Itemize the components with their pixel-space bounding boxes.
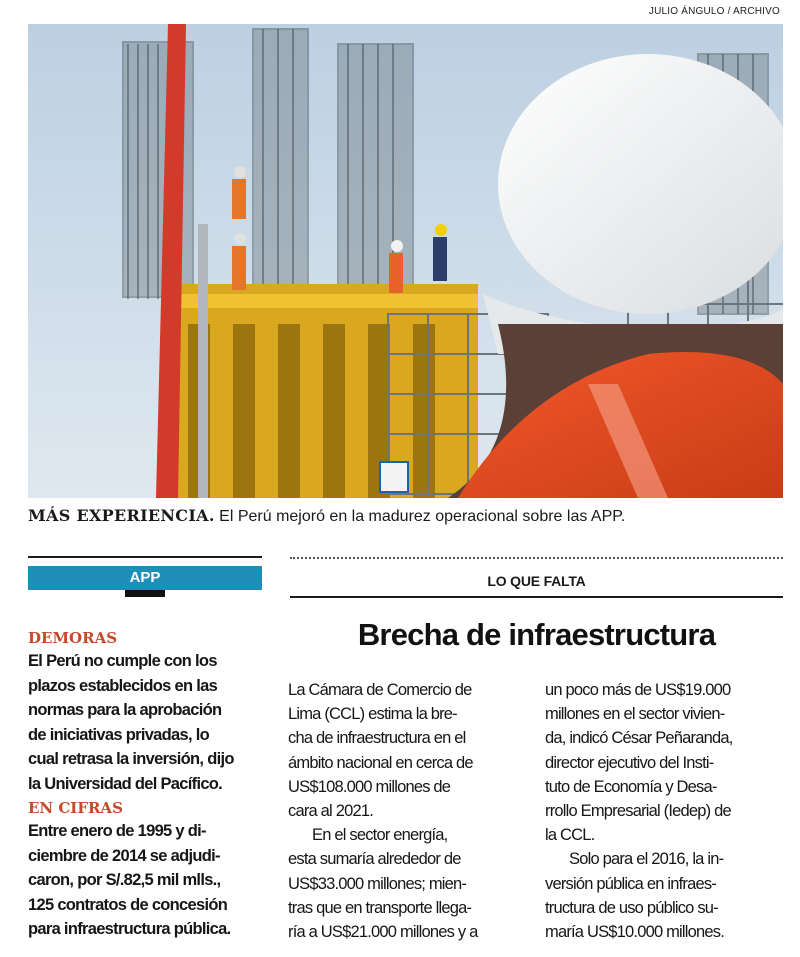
article-top-dotted-rule — [290, 557, 783, 559]
article-headline: Brecha de infraestructura — [357, 617, 716, 652]
article-line: ámbito nacional en cerca de — [288, 753, 473, 772]
sidebar-heading-en-cifras: EN CIFRAS — [28, 799, 123, 817]
article-line: da, indicó César Peñaranda, — [545, 729, 733, 748]
sidebar-top-rule — [28, 556, 262, 558]
article-line: Solo para el 2016, la in- — [569, 850, 724, 869]
article-line: la CCL. — [545, 826, 595, 845]
article-line: tras que en transporte llega- — [288, 898, 472, 917]
sidebar-line: cual retrasa la inversión, dijo — [28, 750, 234, 768]
article-line: millones en el sector vivien- — [545, 705, 725, 724]
article-line: un poco más de US$19.000 — [545, 681, 731, 699]
article-column-1 — [288, 678, 526, 944]
sidebar-line: normas para la aprobación — [28, 701, 222, 719]
article-line: ría a US$21.000 millones y a — [288, 923, 478, 942]
sidebar-line: de iniciativas privadas, lo — [28, 725, 210, 744]
sidebar-line: El Perú no cumple con los — [28, 652, 217, 670]
sidebar-content — [28, 628, 264, 942]
article-line: cara al 2021. — [288, 802, 373, 821]
caption-title: MÁS EXPERIENCIA. — [28, 506, 215, 525]
sidebar-tag-tab — [125, 590, 165, 597]
article-line: US$33.000 millones; mien- — [288, 874, 467, 893]
sidebar-line: ciembre de 2014 se adjudi- — [28, 846, 220, 865]
construction-photo-illustration — [28, 24, 783, 498]
sidebar-line: Entre enero de 1995 y di- — [28, 822, 206, 840]
article-section-label: LO QUE FALTA — [487, 573, 586, 589]
article-line: rrollo Empresarial (Iedep) de — [545, 802, 731, 821]
article-line: En el sector energía, — [312, 826, 448, 845]
sidebar-line: 125 contratos de concesión — [28, 895, 228, 914]
photo-caption — [28, 506, 625, 526]
article-line: La Cámara de Comercio de — [288, 681, 472, 699]
article-line: director ejecutivo del Insti- — [545, 753, 714, 772]
article-line: US$108.000 millones de — [288, 777, 451, 796]
article-line: maría US$10.000 millones. — [545, 923, 725, 942]
article-line: versión pública en infraes- — [545, 874, 717, 893]
sidebar-tag: APP — [28, 566, 262, 590]
article-line: Lima (CCL) estima la bre- — [288, 705, 457, 724]
sidebar-line: plazos establecidos en las — [28, 676, 218, 695]
sidebar-heading-demoras: DEMORAS — [28, 629, 118, 647]
article-column-2 — [545, 678, 783, 944]
sidebar-line: para infraestructura pública. — [28, 920, 231, 938]
article-line: esta sumaría alrededor de — [288, 850, 461, 869]
article-line: tructura de uso público su- — [545, 898, 718, 917]
article-line: tuto de Economía y Desa- — [545, 777, 717, 796]
sidebar-line: caron, por S/.82,5 mil mlls., — [28, 871, 221, 889]
photo-credit: JULIO ÁNGULO / ARCHIVO — [648, 6, 780, 17]
sidebar-text-en-cifras — [28, 819, 264, 942]
article-section-rule — [290, 596, 783, 598]
sidebar-line: la Universidad del Pacífico. — [28, 774, 223, 793]
construction-photo — [28, 24, 783, 498]
sidebar-text-demoras — [28, 649, 264, 796]
article-line: cha de infraestructura en el — [288, 729, 466, 748]
caption-text: El Perú mejoró en la madurez operacional sobre las APP. — [214, 508, 626, 525]
